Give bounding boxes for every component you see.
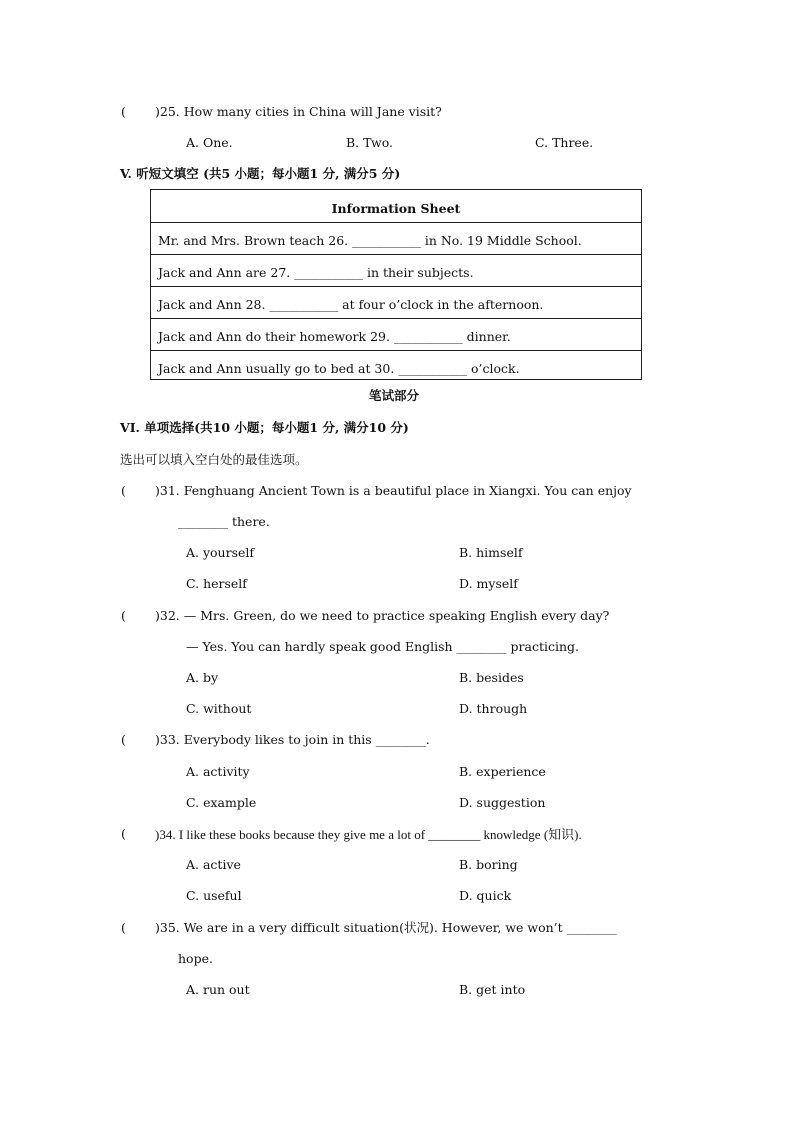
table-row bbox=[151, 318, 641, 350]
section-6-heading: VI. 单项选择(共10 小题；每小题1 分, 满分10 分) bbox=[120, 420, 409, 435]
option-a: A. One. bbox=[186, 135, 233, 150]
option-b: B. himself bbox=[459, 545, 523, 560]
question-35-text: )35. We are in a very difficult situation(状况). However, we won’t ________ bbox=[155, 920, 617, 935]
table-row bbox=[151, 254, 641, 286]
section-5-heading: V. 听短文填空 (共5 小题；每小题1 分, 满分5 分) bbox=[120, 166, 401, 181]
option-a: A. activity bbox=[186, 764, 250, 779]
option-d: D. myself bbox=[459, 576, 518, 591]
option-b: B. besides bbox=[459, 670, 524, 685]
option-a: A. yourself bbox=[186, 545, 255, 560]
option-c: C. example bbox=[186, 795, 257, 810]
question-32-text: )32. — Mrs. Green, do we need to practice speaking English every day? bbox=[155, 608, 610, 623]
question-25-text: )25. How many cities in China will Jane visit? bbox=[155, 104, 442, 119]
option-a: A. run out bbox=[186, 982, 250, 997]
option-a: A. active bbox=[186, 857, 241, 872]
table-title: Information Sheet bbox=[331, 201, 461, 216]
option-c: C. without bbox=[186, 701, 252, 716]
answer-paren: ( bbox=[121, 608, 126, 623]
answer-paren: ( bbox=[121, 920, 126, 935]
table-row bbox=[151, 350, 641, 380]
answer-paren: ( bbox=[121, 826, 126, 841]
option-d: D. through bbox=[459, 701, 528, 716]
option-c: C. herself bbox=[186, 576, 247, 591]
answer-paren: ( bbox=[121, 483, 126, 498]
table-row bbox=[151, 286, 641, 318]
option-b: B. get into bbox=[459, 982, 526, 997]
option-c: C. useful bbox=[186, 888, 242, 903]
question-31-text: )31. Fenghuang Ancient Town is a beautiful place in Xiangxi. You can enjoy bbox=[155, 483, 632, 498]
question-32-continuation: — Yes. You can hardly speak good English ________ practicing. bbox=[186, 639, 580, 654]
table-cell: Jack and Ann do their homework 29. ___________ dinner. bbox=[158, 329, 511, 344]
table-row bbox=[151, 222, 641, 254]
option-d: D. quick bbox=[459, 888, 512, 903]
table-cell: Jack and Ann 28. ___________ at four o’clock in the afternoon. bbox=[158, 297, 544, 312]
section-6-instruction: 选出可以填入空白处的最佳选项。 bbox=[120, 452, 308, 467]
written-part-title: 笔试部分 bbox=[369, 388, 420, 403]
option-b: B. Two. bbox=[346, 135, 394, 150]
answer-paren: ( bbox=[121, 732, 126, 747]
table-cell: Jack and Ann are 27. ___________ in their subjects. bbox=[158, 265, 474, 280]
question-31-continuation: ________ there. bbox=[178, 514, 270, 529]
question-33-text: )33. Everybody likes to join in this ________. bbox=[155, 732, 430, 747]
option-d: D. suggestion bbox=[459, 795, 546, 810]
table-cell: Mr. and Mrs. Brown teach 26. ___________ in No. 19 Middle School. bbox=[158, 233, 582, 248]
question-35-continuation: hope. bbox=[178, 951, 213, 966]
table-cell: Jack and Ann usually go to bed at 30. ___________ o’clock. bbox=[158, 361, 520, 376]
answer-paren: ( bbox=[121, 104, 126, 119]
question-34-text: )34. I like these books because they give me a lot of ________ knowledge (知识). bbox=[155, 827, 582, 842]
option-b: B. experience bbox=[459, 764, 546, 779]
option-a: A. by bbox=[186, 670, 219, 685]
option-b: B. boring bbox=[459, 857, 518, 872]
information-sheet-table bbox=[150, 189, 642, 380]
option-c: C. Three. bbox=[535, 135, 594, 150]
